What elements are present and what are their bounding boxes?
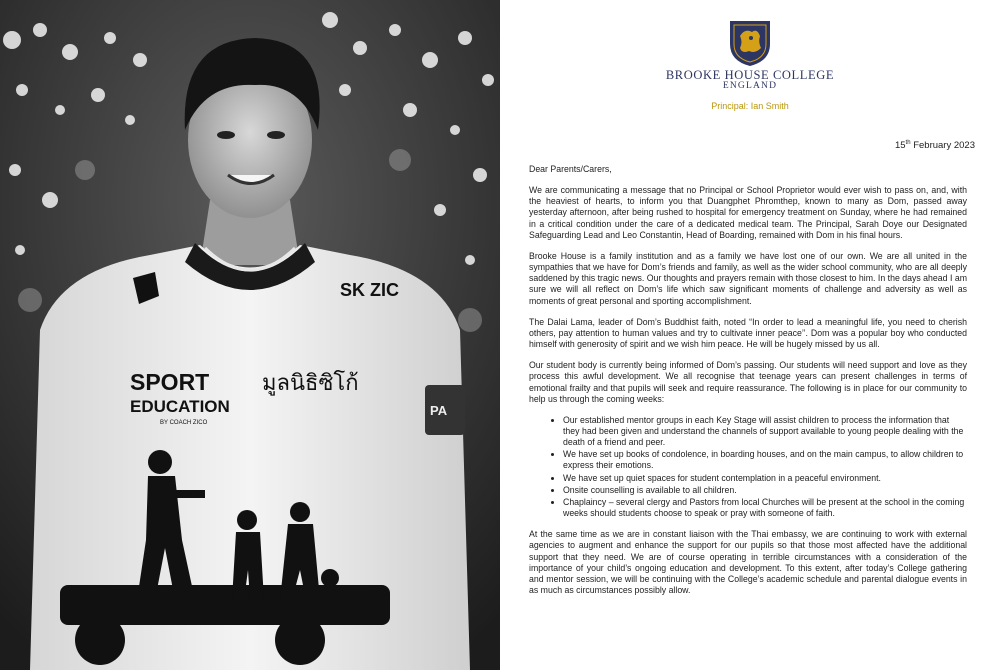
college-name: BROOKE HOUSE COLLEGE: [665, 68, 835, 82]
sleeve-text: PA: [430, 403, 448, 418]
date-month-year: February 2023: [910, 140, 975, 152]
shirt-title-line2: EDUCATION: [130, 397, 230, 416]
shirt-title-line1: SPORT: [130, 369, 210, 395]
paragraph-dalai-lama: The Dalai Lama, leader of Dom’s Buddhist faith, noted “In order to lead a meaningful life, you need to cherish others, pay attention to human values and try to cultivate inner peace’’. Dom was a popular boy who conducted himself with generosity of spirit and we wish him peace. He will be hugely missed by us all.: [529, 316, 967, 350]
shirt-brand: SK ZIC: [340, 280, 400, 300]
support-item-counselling: • Onsite counselling is available to all children.: [563, 485, 967, 496]
shirt-byline: BY COACH ZICO: [160, 420, 208, 426]
paragraph-family: Brooke House is a family institution and as a family we have lost one of our own. We are all united in the sympathies that we have for Dom’s friends and family, as well as the wider school community, who are all deeply saddened by this tragic news. Our thoughts and prayers remain with those closest to him. In the days ahead I am sure we will all reflect on Dom’s life which saw significant moments of challenge and adversity as well as moments of great personal and sporting accomplishment.: [529, 250, 967, 306]
date-day: 15: [894, 140, 906, 152]
principal-name: Principal: Ian Smith: [711, 101, 789, 111]
support-item-mentor-groups: • Our established mentor groups in each Key Stage will assist children to process the information that they had been given and understand the channels of support available to young people dealing with the death of a friend and peer.: [563, 415, 967, 448]
letter-body: [529, 164, 967, 606]
letter-page: [500, 0, 1000, 670]
paragraph-closing: At the same time as we are in constant liaison with the Thai embassy, we are continuing to work with external agencies to augment and enhance the support for our pupils so that those most affected have the additional support that they need. We are of course operating in terrible circumstances with a consideration of the importance of your child’s ongoing education and development. To this extent, after today’s College gathering and mentor session, we will be continuing with the College’s academic schedule and parental dialogue events in as much as circumstances possibly allow.: [529, 529, 967, 595]
date-suffix: th: [905, 140, 911, 146]
letter-date: [895, 140, 975, 151]
shirt-thai-text: มูลนิธิซิโก้: [262, 371, 359, 396]
support-item-condolence-books: • We have set up books of condolence, in boarding houses, and on the main campus, to allow children to express their emotions.: [563, 449, 967, 471]
paragraph-announcement: We are communicating a message that no Principal or School Proprietor would ever wish to pass on, and, with the heaviest of hearts, to inform you that Duangphet Phromthep, known to many as Dom, passed away yesterday afternoon, after being rushed to hospital for emergency treatment on Sunday, where he had remained in a critical condition under the care of a dedicated medical team. The Principal, Sarah Doye our Designated Safeguarding Lead and Leo Constantin, Head of Boarding, remained with Dom in his final hours.: [529, 185, 967, 240]
support-item-chaplaincy: • Chaplaincy – several clergy and Pastors from local Churches will be present at the school in the coming weeks should students choose to speak or pray with someone of faith.: [563, 497, 967, 519]
college-crest-icon: [727, 18, 773, 68]
paragraph-student-body: Our student body is currently being informed of Dom’s passing. Our students will need support and love as they process this awful development. We all recognise that teenage years can present challenges in terms of emotional frailty and that pupils will seek and require reassurance. The following is in place for our community to help us through the coming weeks:: [529, 360, 967, 404]
college-country: ENGLAND: [722, 81, 778, 91]
support-item-quiet-spaces: • We have set up quiet spaces for student contemplation in a peaceful environment.: [563, 473, 967, 484]
letter-greeting: Dear Parents/Carers,: [529, 164, 612, 174]
support-list: [529, 415, 967, 519]
